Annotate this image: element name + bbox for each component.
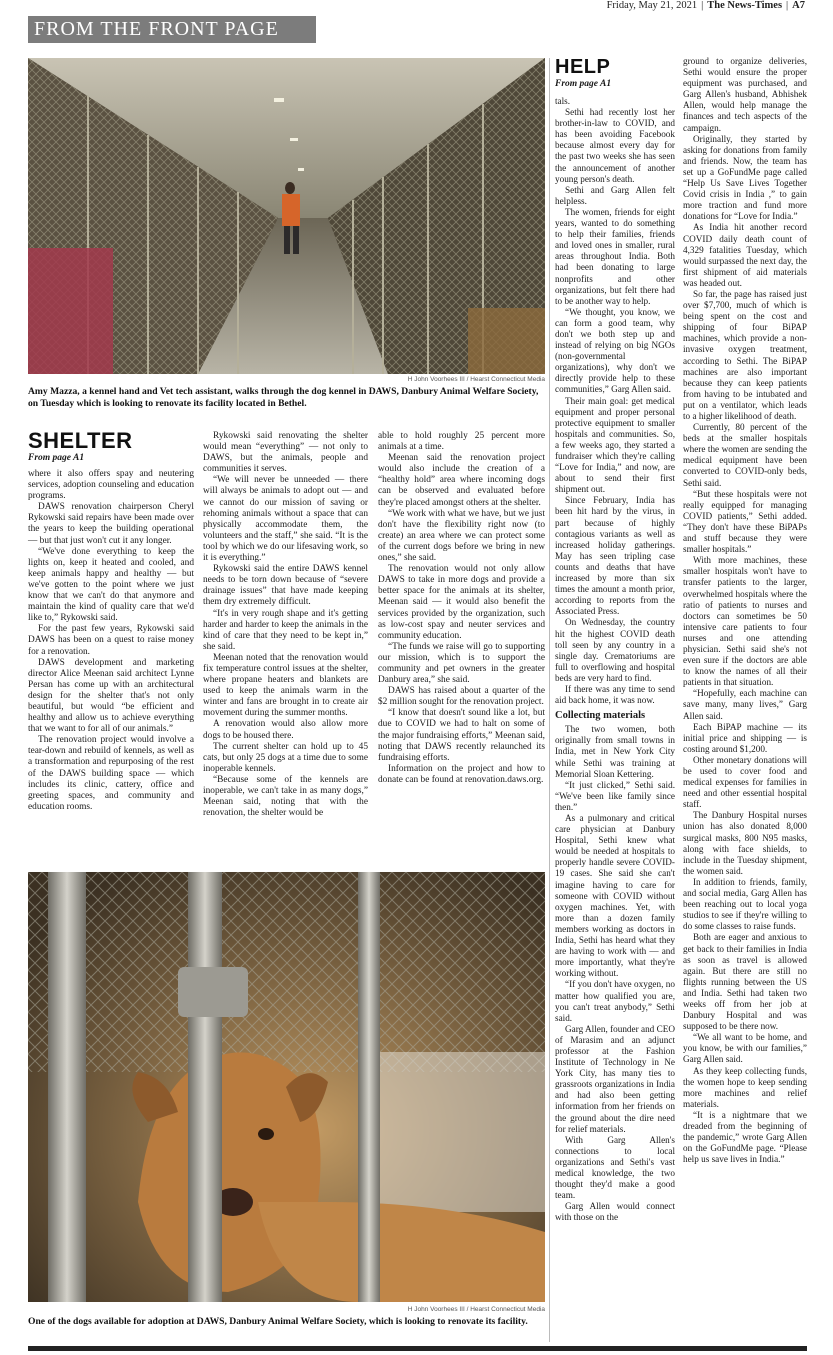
- paragraph: Other monetary donations will be used to cover food and medical expenses for families in need and other essential hospital staff.: [683, 754, 807, 810]
- paragraph: “If you don't have oxygen, no matter how qualified you are, you can't treat anybody,” Sethi said.: [555, 979, 675, 1023]
- paragraph: The renovation would not only allow DAWS to take in more dogs and provide a better space for the animals at its shelter, Meenan said — it would also benefit the services provided by the organization, such as low-cost spay and neuter services and community education.: [378, 564, 545, 641]
- paragraph: So far, the page has raised just over $7,700, much of which is being spent on the cost and shipping of four BiPAP machines, which provide a non-invasive oxygen treatment, according to Sethi. The BiPAP machines are also important because they can keep patients from having to be intubated and put on a ventilator, which leads to a higher likelihood of death.: [683, 288, 807, 421]
- paragraph: The two women, both originally from small towns in India, met in New York City while Sethi was training at Memorial Sloan Kettering.: [555, 724, 675, 779]
- page-number: A7: [792, 0, 805, 11]
- dateline: Friday, May 21, 2021 | The News-Times | A7: [606, 0, 805, 11]
- section-banner: FROM THE FRONT PAGE: [28, 16, 316, 43]
- paragraph: “Because some of the kennels are inoperable, we can't take in as many dogs,” Meenan said, noting that with the renovation, the shelter would be: [203, 774, 368, 819]
- subheading: Collecting materials: [555, 710, 646, 722]
- paragraph: The Danbury Hospital nurses union has also donated 8,000 surgical masks, 800 N95 masks, along with face shields, to include in the Tuesday shipment, the women said.: [683, 810, 807, 876]
- paragraph: The current shelter can hold up to 45 cats, but only 25 dogs at a time due to some inoperable kennels.: [203, 741, 368, 774]
- paragraph: “It just clicked,” Sethi said. “We've been like family since then.”: [555, 779, 675, 812]
- paragraph: where it also offers spay and neutering services, adoption counseling and education programs.: [28, 469, 194, 502]
- paragraph: If there was any time to send aid back home, it was now.: [555, 683, 675, 706]
- photo-caption-bottom: One of the dogs available for adoption at DAWS, Danbury Animal Welfare Society, which is looking to renovate its facility.: [28, 1316, 528, 1327]
- paragraph: Garg Allen would connect with those on the: [555, 1201, 675, 1223]
- shelter-headline: SHELTER: [28, 428, 133, 453]
- paragraph: Sethi had recently lost her brother-in-law to COVID, and has been avoiding Facebook because almost every day for the past two weeks she has seen the announcement of another young person's death.: [555, 107, 675, 184]
- shelter-column-3: [378, 431, 545, 786]
- photo-caption-top: Amy Mazza, a kennel hand and Vet tech assistant, walks through the dog kennel in DAWS, Danbury Animal Welfare Society, on Tuesday which is looking to renovate its facility located in Bethel.: [28, 386, 539, 409]
- help-jump-label: From page A1: [555, 79, 612, 89]
- paragraph: Their main goal: get medical equipment and proper personal protective equipment to smaller hospitals and communities. So, a few weeks ago, they started a fundraiser which they're calling “Love for India,” and now, are about to send their first shipment out.: [555, 395, 675, 495]
- paragraph: The renovation project would involve a tear-down and rebuild of kennels, as well as a transformation and repurposing of the rest of the DAWS building space — which includes its clinic, cattery, office and greeting spaces, and community and education rooms.: [28, 735, 194, 812]
- paragraph: DAWS development and marketing director Alice Meenan said architect Lynne Persan has come up with an architectural design for the shelter that's not only beautiful, but would “be efficient and healthy and allow us to achieve everything that we want to for all of our animals.”: [28, 657, 194, 735]
- paragraph: Both are eager and anxious to get back to their families in India as soon as travel is allowed again. But there are still no flights running between the US and India. Sethi had taken two weeks off from her job at Danbury Hospital and was supposed to be there now.: [683, 932, 807, 1032]
- paragraph: As they keep collecting funds, the women hope to keep sending more machines and relief materials.: [683, 1065, 807, 1109]
- paragraph: “We work with what we have, but we just don't have the flexibility right now (to create) an area where we can protect some of the current dogs before we bring in new ones,” she said.: [378, 508, 545, 564]
- paragraph: “We've done everything to keep the lights on, keep it heated and cooled, and keep animals happy and healthy — but we've gotten to the point where we just know that we can't do that anymore and maintain the kind of quality care that we'd like to,” Rykowski said.: [28, 546, 194, 624]
- paragraph: Currently, 80 percent of the beds at the smaller hospitals where the women are sending the medical equipment have been converted to COVID-only beds, Sethi said.: [683, 422, 807, 488]
- shelter-jump-label: From page A1: [28, 453, 85, 463]
- paragraph: A renovation would also allow more dogs to be housed there.: [203, 719, 368, 741]
- paragraph: Originally, they started by asking for donations from family and friends. Now, the team has set up a GoFundMe page called “Help Us Save Lives Together Covid crisis in India ,” to gain more traction and fund more donations for “Love for India.”: [683, 133, 807, 222]
- paragraph: As India hit another record COVID daily death count of 4,329 fatalities Tuesday, which would surpassed the next day, the first shipment of aid materials was headed out.: [683, 222, 807, 288]
- paragraph: In addition to friends, family, and social media, Garg Allen has been reaching out to local yoga studios to see if they're willing to do some classes to raise funds.: [683, 876, 807, 932]
- help-headline: HELP: [555, 56, 611, 78]
- paragraph: “But these hospitals were not really equipped for managing COVID patients,” Sethi added. “They don't have these BiPAPs and stuff because they were smaller hospitals.”: [683, 488, 807, 555]
- paragraph: With more machines, these smaller hospitals won't have to transfer patients to the larger, overwhelmed hospitals where the ratio of patients to nurses and doctors can sometimes be 50 intensive care patients to four nurses and one attending physician. Sethi said she's not even sure if the doctors are able to know the names of all their patients in that situation.: [683, 555, 807, 688]
- photo-credit-top: H John Voorhees III / Hearst Connecticut Media: [407, 376, 545, 383]
- paragraph: Since February, India has been hit hard by the virus, in part because of highly contagious variants as well as increased holiday gatherings. May has seen tripling case counts and deaths that have increased by more than six times the amount a month prior, according to reports from the Associated Press.: [555, 495, 675, 617]
- paragraph: For the past few years, Rykowski said DAWS has been on a quest to raise money for a renovation.: [28, 624, 194, 657]
- paragraph: With Garg Allen's connections to local organizations and Sethi's vast medical knowledge, the two thought they'd make a good team.: [555, 1134, 675, 1201]
- paragraph: DAWS renovation chairperson Cheryl Rykowski said repairs have been made over the years to keep the building operational — but that just won't cut it any longer.: [28, 502, 194, 546]
- paragraph: “Hopefully, each machine can save many, many lives,” Garg Allen said.: [683, 688, 807, 721]
- bottom-rule: [28, 1346, 807, 1351]
- paragraph: Information on the project and how to donate can be found at renovation.daws.org.: [378, 763, 545, 785]
- help-column-2: [683, 56, 807, 1165]
- issue-date: Friday, May 21, 2021: [606, 0, 698, 11]
- paragraph: DAWS has raised about a quarter of the $2 million sought for the renovation project.: [378, 686, 545, 708]
- paragraph: The women, friends for eight years, wanted to do something to help their families, friends and loved ones in smaller, rural areas throughout India. Both had been donating to large nonprofits and other organizations, but felt there had to be another way to help.: [555, 206, 675, 306]
- column-divider: [549, 58, 550, 1342]
- paper-name: The News-Times: [707, 0, 783, 11]
- paragraph: “The funds we raise will go to supporting our mission, which is to support the community and pet owners in the greater Danbury area,” she said.: [378, 641, 545, 686]
- paragraph: “We will never be unneeded — there will always be animals to adopt out — and we cannot do our mission of saving or rehoming animals without a space that can physically accommodate them, the volunteers and the staff,” she said. “It is the tool by which we do our lifesaving work, so it is everything.”: [203, 475, 368, 564]
- paragraph: ground to organize deliveries, Sethi would ensure the proper equipment was purchased, and Garg Allen's husband, Abhishek Allen, would help manage the finances and tech aspects of the campaign.: [683, 56, 807, 133]
- paragraph: Meenan noted that the renovation would fix temperature control issues at the shelter, where propane heaters and blankets are used to keep the animals warm in the winter and fans are brought in to create air movement during the summer months.: [203, 652, 368, 719]
- paragraph: able to hold roughly 25 percent more animals at a time.: [378, 431, 545, 453]
- kennel-corridor-photo: [28, 58, 545, 374]
- paragraph: As a pulmonary and critical care physician at Danbury Hospital, Sethi knew what would be needed at hospitals to properly handle severe COVID-19 cases. She said she can't imagine having to care for someone with COVID without oxygen machines. Yet, with more than a dozen family members working as doctors in India, Sethi has heard what they are having to work with — and more importantly, what they're working without.: [555, 813, 675, 979]
- paragraph: “We thought, you know, we can form a good team, why don't we both step up and instead of relying on big NGOs (non-governmental organizations), why don't we directly provide help to these communities,” Garg Allen said.: [555, 306, 675, 395]
- paragraph: Rykowski said renovating the shelter would mean “everything” — not only to DAWS, but the animals, people and communities it serves.: [203, 431, 368, 475]
- help-column-1: [555, 96, 675, 1223]
- dog-adoption-photo: [28, 872, 545, 1302]
- paragraph: Sethi and Garg Allen felt helpless.: [555, 184, 675, 206]
- paragraph: Garg Allen, founder and CEO of Marasim and an adjunct professor at the Fashion Institute of Technology in Ne York City, has many ties to grassroots organizations in India and had also been getting information from her friends on the ground about the dire need for relief materials.: [555, 1023, 675, 1134]
- paragraph: “It is a nightmare that we dreaded from the beginning of the pandemic,” wrote Garg Allen on the GoFundMe page. “Please help us save lives in India.”: [683, 1109, 807, 1165]
- paragraph: Each BiPAP machine — its initial price and shipping — is costing around $1,200.: [683, 721, 807, 754]
- paragraph: “It's in very rough shape and it's getting harder and harder to keep the animals in the kind of care that they need to be kept in,” she said.: [203, 608, 368, 652]
- paragraph: Meenan said the renovation project would also include the creation of a “healthy hold” area where incoming dogs can be observed and evaluated before they're placed amongst others at the shelter.: [378, 453, 545, 508]
- photo-credit-bottom: H John Voorhees III / Hearst Connecticut Media: [407, 1306, 545, 1313]
- paragraph: tals.: [555, 96, 571, 106]
- shelter-column-1: [28, 469, 194, 813]
- paragraph: Rykowski said the entire DAWS kennel needs to be torn down because of “severe drainage issues” that have made keeping them dry extremely difficult.: [203, 564, 368, 608]
- paragraph: On Wednesday, the country hit the highest COVID death toll seen by any country in a single day. Crematoriums are full to overflowing and hospital beds are very hard to find.: [555, 617, 675, 683]
- shelter-column-2: [203, 431, 368, 819]
- paragraph: “We all want to be home, and you know, be with our families,” Garg Allen said.: [683, 1032, 807, 1065]
- paragraph: “I know that doesn't sound like a lot, but due to COVID we had to halt on some of the major fundraising efforts,” Meenan said, noting that DAWS recently relaunched its fundraising efforts.: [378, 708, 545, 763]
